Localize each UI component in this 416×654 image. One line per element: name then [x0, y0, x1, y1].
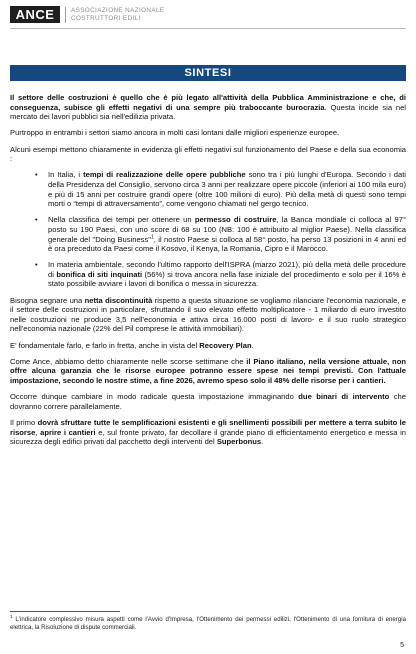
paragraph-europe: Purtroppo in entrambi i settori siamo ancora in molti casi lontani dalle migliori esperienze europee. [10, 128, 340, 138]
bullet3-text-c: (56%) si trova ancora nella fase iniziale del procedimento e solo per il 16% è stato possibile avviare i lavori di bonifica o messa in sicurezza. [48, 269, 407, 289]
bullet3-text-a: In materia ambientale, secondo l'ultimo rapporto dell'ISPRA (marzo 2021), più della metà delle procedure di [48, 260, 406, 279]
footnote-text: L'indicatore complessivo misura aspetti come l'Avvio d'Impresa, l'Ottenimento dei permessi edilizi, l'Ottenimento di una fornitura di energia elettrica, la Risoluzione di dispute commerciali. [10, 616, 406, 631]
association-line-2: COSTRUTTORI EDILI [71, 14, 141, 22]
p8-bold-3: Superbonus [216, 437, 262, 447]
p5-text-c: . [251, 340, 254, 350]
bullet1-text-a: In Italia, i [48, 170, 84, 180]
bullet2-text-c: , la Banca mondiale ci colloca al 97° posto su 190 Paesi, con uno score di 68 su 100 (NB: 100 è attribuito al miglior Paese). Nella classifica generale del "Doing Business" [48, 215, 407, 244]
list-item-building-permit [48, 215, 406, 253]
p6-bold: il Piano italiano, nella versione attuale, non offre alcuna garanzia che le risorse europee potranno essere spese nei tempi previsti. Con l'attuale impostazione, secondo le nostre stime, a fine 2026, avremo speso solo il 48% delle risorse per i cantieri. [10, 356, 406, 385]
p8-text-d: e, sul fronte privato, far decollare il grande piano di efficientamento energetico e messa in sicurezza degli edifici privati dal pacchetto degli interventi del [10, 427, 406, 447]
ance-logo: ANCE [10, 6, 60, 23]
bullet2-text-a: Nella classifica dei tempi per ottenere un [48, 215, 195, 225]
examples-list [10, 170, 406, 289]
paragraph-discontinuity [10, 296, 406, 334]
bullet2-text-d: , il nostro Paese si colloca al 58° posto, ha perso 13 posizioni in 4 anni ed è ora preceduto da Paesi come il Kosovo, il Kenya, la Romania, Cipro e il Marocco. [48, 234, 406, 254]
footnote-marker: 1 [10, 613, 13, 619]
paragraph-examples: Alcuni esempi mettono chiaramente in evidenza gli effetti negativi sul funzionamento del Paese e della sua economia : [10, 144, 406, 164]
list-item-environment [48, 260, 406, 289]
association-line-1: ASSOCIAZIONE NAZIONALE [71, 7, 165, 14]
paragraph-intro [10, 93, 406, 122]
p4-text-a: Bisogna segnare una [10, 295, 85, 305]
paragraph-two-tracks [10, 392, 406, 411]
footnote-ref[interactable]: 1 [150, 233, 154, 240]
p8-bold-1: dovrà sfruttare tutte le semplificazioni esistenti e gli snellimenti possibili per mettere a terra subito le risorse [10, 417, 406, 437]
footnote [10, 613, 406, 631]
p8-text-a: Il primo [10, 417, 38, 427]
main-content [10, 93, 406, 453]
page-number: 5 [400, 642, 404, 649]
p7-text-c: che dovranno correre parallelamente. [10, 392, 406, 411]
paragraph-ance-position [10, 357, 406, 386]
page-header [10, 4, 406, 26]
paragraph-first-track [10, 418, 406, 447]
bullet1-bold: tempi di realizzazione delle opere pubbliche [83, 170, 246, 180]
p8-bold-2: aprire i cantieri [40, 427, 96, 437]
footnote-separator [10, 611, 120, 612]
bullet2-bold: permesso di costruire [194, 215, 277, 225]
p5-text-a: E' fondamentale farlo, e farlo in fretta, anche in vista del [10, 340, 200, 350]
bullet3-bold: bonifica di siti inquinati [56, 269, 143, 279]
section-title: SINTESI [10, 65, 406, 81]
p8-text-c: , [35, 427, 41, 437]
p4-bold: netta discontinuità [84, 295, 153, 305]
paragraph-recovery [10, 341, 406, 351]
p7-bold: due binari di intervento [298, 392, 390, 402]
association-name [71, 7, 164, 22]
paragraph-intro-bold: Il settore delle costruzioni è quello che è più legato all'attività della Pubblica Amministrazione e che, di conseguenza, subisce gli effetti negativi di una sempre più traboccante burocrazia [10, 93, 406, 112]
header-rule [10, 28, 406, 29]
p6-text-a: Come Ance, abbiamo detto chiaramente nelle scorse settimane che [10, 356, 247, 366]
p8-text-e: . [261, 437, 264, 447]
p7-text-a: Occorre dunque cambiare in modo radicale questa impostazione immaginando [10, 392, 299, 402]
list-item-public-works [48, 170, 406, 208]
logo-divider [65, 7, 66, 23]
p4-text-c: rispetto a questa situazione se vogliamo rilanciare l'economia nazionale, e il settore delle costruzioni in particolare, sfruttando il suo elevato effetto moltiplicatore - 1 miliardo di euro investito nelle costruzioni ne produce 3,5 nell'economia e attiva circa 16.000 posti di lavoro- e il suo ruolo strategico nell'economia nazionale (22% del Pil comprese le attività immobiliari). [10, 295, 406, 334]
paragraph-intro-text: . Questa incide sia nel mercato dei lavori pubblici sia nell'edilizia privata. [10, 102, 406, 122]
p5-bold: Recovery Plan [199, 340, 252, 350]
bullet1-text-c: sono tra i più lunghi d'Europa. Secondo i dati della Presidenza del Consiglio, servono circa 3 anni per realizzare opere piccole (inferiori ai 100 mila euro) e più di 15 anni per costruire grandi opere (oltre 100 milioni di euro). Più della metà di questi sono tempi morti o “tempi di attraversamento”, come vengono chiamati nel gergo tecnico. [48, 170, 406, 209]
